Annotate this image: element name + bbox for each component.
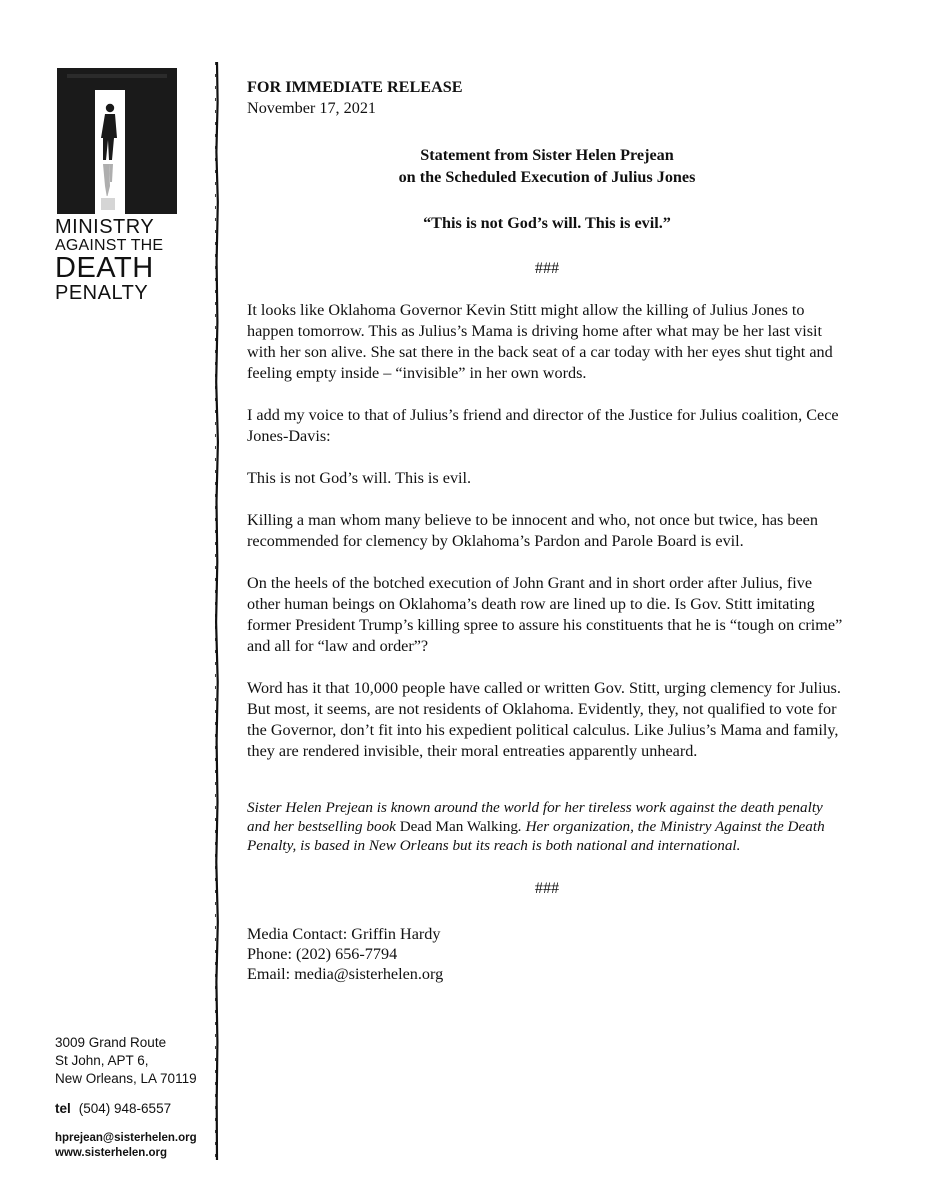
sidebar-website: www.sisterhelen.org xyxy=(55,1147,168,1159)
bio-part1: Sister Helen Prejean is known around the world for her tireless work against the death penalty and her bestselling book xyxy=(247,799,823,835)
release-date: November 17, 2021 xyxy=(247,99,377,117)
tel-number: (504) 948-6557 xyxy=(78,1101,172,1116)
contact-email: Email: media@sisterhelen.org xyxy=(247,965,444,983)
paragraph: On the heels of the botched execution of John Grant and in short order after Julius, five other human beings on Oklahoma’s death row are lined up to die. Is Gov. Stitt imitating former President Trump’s killing spree to assure his constituents that he is “tough on crime” and all for “law and order”? xyxy=(247,574,843,655)
contact-phone: Phone: (202) 656-7794 xyxy=(247,945,398,963)
contact-name: Media Contact: Griffin Hardy xyxy=(247,925,441,943)
paragraph: Word has it that 10,000 people have called or written Gov. Stitt, urging clemency for Julius. But most, it seems, are not residents of Oklahoma. Evidently, they, not qualified to vote for the Governor, don’t fit into his expedient political calculus. Like Julius’s Mama and family, they are rendered invisible, their moral entreaties apparently unheard. xyxy=(247,679,841,760)
telephone xyxy=(55,1101,171,1116)
bio-book-title: Dead Man Walking xyxy=(399,818,518,835)
org-name-line3: DEATH xyxy=(55,252,154,284)
vertical-divider xyxy=(210,62,224,1160)
statement-title-line2: on the Scheduled Execution of Julius Jones xyxy=(398,168,696,186)
press-release-body xyxy=(247,77,847,984)
address-line2: St John, APT 6, xyxy=(55,1053,149,1068)
paragraph: This is not God’s will. This is evil. xyxy=(247,469,472,487)
org-name-line1: MINISTRY xyxy=(55,216,155,238)
mailing-address xyxy=(55,1034,197,1088)
author-bio xyxy=(247,798,847,855)
statement-quote: “This is not God’s will. This is evil.” xyxy=(423,214,671,232)
web-contacts xyxy=(55,1131,197,1161)
section-separator: ### xyxy=(534,259,560,277)
release-heading: FOR IMMEDIATE RELEASE xyxy=(247,78,463,96)
paragraph: It looks like Oklahoma Governor Kevin Stitt might allow the killing of Julius Jones to happen tomorrow. This as Julius’s Mama is driving home after what may be her last visit with her son alive. She sat there in the back seat of a car today with her eyes shut tight and feeling empty inside – “invisible” in her own words. xyxy=(247,301,833,382)
paragraph: I add my voice to that of Julius’s friend and director of the Justice for Julius coalition, Cece Jones-Davis: xyxy=(247,406,839,445)
address-line1: 3009 Grand Route xyxy=(55,1035,167,1050)
org-name-wordmark xyxy=(55,217,163,303)
statement-title-line1: Statement from Sister Helen Prejean xyxy=(420,146,674,164)
sidebar-email: hprejean@sisterhelen.org xyxy=(55,1132,197,1144)
paragraph: Killing a man whom many believe to be innocent and who, not once but twice, has been recommended for clemency by Oklahoma’s Pardon and Parole Board is evil. xyxy=(247,511,818,550)
media-contact xyxy=(247,924,847,984)
ministry-logo xyxy=(57,68,177,214)
bio-part2: . Her organization, the Ministry Against the Death Penalty, is based in New Orleans but its reach is both national and international. xyxy=(247,818,825,854)
statement-title xyxy=(247,144,847,188)
address-line3: New Orleans, LA 70119 xyxy=(55,1071,197,1086)
org-name-line2: AGAINST THE xyxy=(55,237,164,254)
org-name-line4: PENALTY xyxy=(55,281,149,304)
tel-label: tel xyxy=(55,1101,71,1116)
end-separator: ### xyxy=(534,879,560,897)
